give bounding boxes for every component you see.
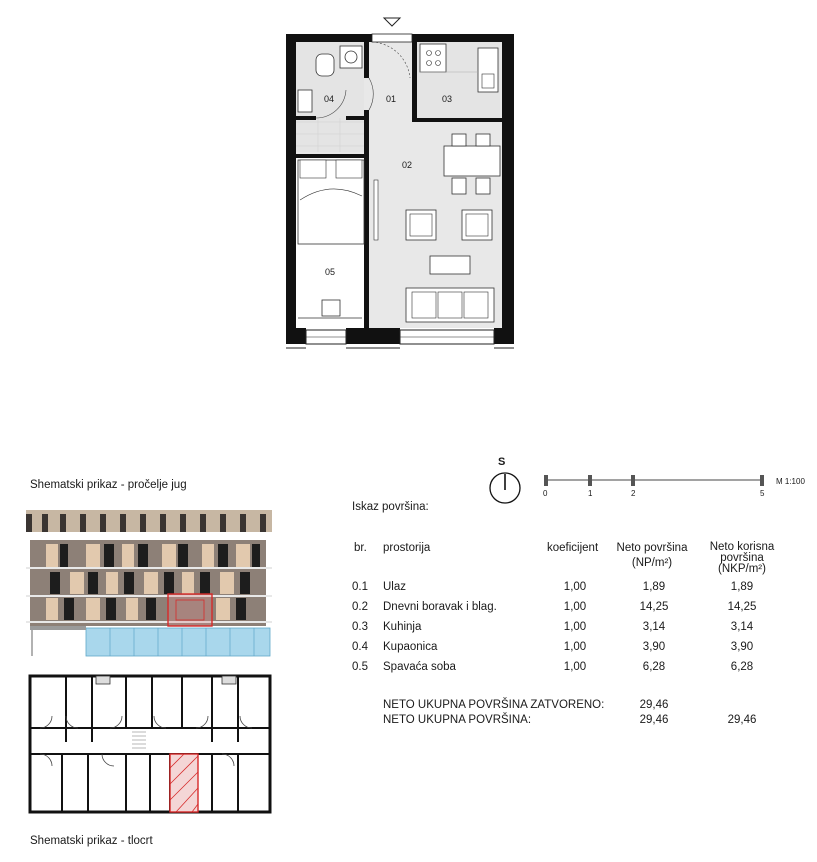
header-net-line1: Neto površina: [616, 542, 688, 554]
header-usable-line2: površina: [720, 552, 764, 564]
header-net-line2: (NP/m²): [631, 557, 673, 569]
room-label-05: 05: [325, 267, 336, 277]
row-room: Spavaća soba: [383, 661, 456, 673]
row-net: 14,25: [639, 601, 669, 613]
row-usable: 3,90: [730, 641, 754, 653]
row-coef: 1,00: [563, 601, 587, 613]
row-usable: 14,25: [727, 601, 757, 613]
scale-bar: [540, 470, 770, 490]
row-nr: 0.2: [352, 601, 368, 613]
scale-tick-0: 0: [543, 489, 548, 498]
header-net-area: [612, 542, 692, 569]
row-room: Kupaonica: [383, 641, 438, 653]
row-net: 3,14: [642, 621, 666, 633]
row-coef: 1,00: [563, 581, 587, 593]
row-usable: 6,28: [730, 661, 754, 673]
header-nr: br.: [354, 542, 367, 554]
plan-caption: Shematski prikaz - tlocrt: [30, 835, 153, 847]
header-usable-line3: (NKP/m²): [718, 563, 766, 575]
row-coef: 1,00: [563, 621, 587, 633]
total-label: NETO UKUPNA POVRŠINA:: [383, 714, 532, 726]
row-nr: 0.4: [352, 641, 368, 653]
table-row: [0, 621, 817, 637]
row-nr: 0.5: [352, 661, 368, 673]
row-nr: 0.1: [352, 581, 368, 593]
scale-tick-2: 2: [631, 489, 636, 498]
room-label-02: 02: [402, 160, 413, 170]
row-room: Ulaz: [383, 581, 407, 593]
scale-ratio: M 1:100: [776, 477, 805, 486]
compass: [487, 456, 523, 506]
table-row: [0, 601, 817, 617]
elevation-caption: Shematski prikaz - pročelje jug: [30, 479, 187, 491]
row-usable: 1,89: [730, 581, 754, 593]
header-usable-line1: Neto korisna: [709, 541, 775, 553]
row-room: Dnevni boravak i blag.: [383, 601, 497, 613]
table-row: [0, 641, 817, 657]
total-closed-label: NETO UKUPNA POVRŠINA ZATVORENO:: [383, 699, 605, 711]
north-arrow-icon: [487, 470, 523, 506]
total-closed-value: 29,46: [639, 699, 669, 711]
row-net: 1,89: [642, 581, 666, 593]
total-usable-value: 29,46: [727, 714, 757, 726]
table-row: [0, 581, 817, 597]
room-label-03: 03: [442, 94, 453, 104]
total-closed-row: [0, 699, 817, 715]
header-room: prostorija: [383, 542, 431, 554]
room-label-01: 01: [386, 94, 397, 104]
floor-plan-schematic: [26, 672, 274, 818]
total-net-value: 29,46: [639, 714, 669, 726]
header-usable-area: [702, 542, 782, 575]
row-coef: 1,00: [563, 641, 587, 653]
apartment-floor-plan: [280, 14, 520, 354]
row-net: 6,28: [642, 661, 666, 673]
scale-tick-1: 1: [588, 489, 593, 498]
header-coef: koeficijent: [547, 542, 599, 554]
scale-tick-5: 5: [760, 489, 765, 498]
row-net: 3,90: [642, 641, 666, 653]
compass-label: S: [498, 456, 506, 468]
table-row: [0, 661, 817, 677]
total-row: [0, 714, 817, 730]
row-usable: 3,14: [730, 621, 754, 633]
area-table-title: Iskaz površina:: [352, 501, 429, 513]
row-coef: 1,00: [563, 661, 587, 673]
row-room: Kuhinja: [383, 621, 422, 633]
row-nr: 0.3: [352, 621, 368, 633]
room-label-04: 04: [324, 94, 335, 104]
